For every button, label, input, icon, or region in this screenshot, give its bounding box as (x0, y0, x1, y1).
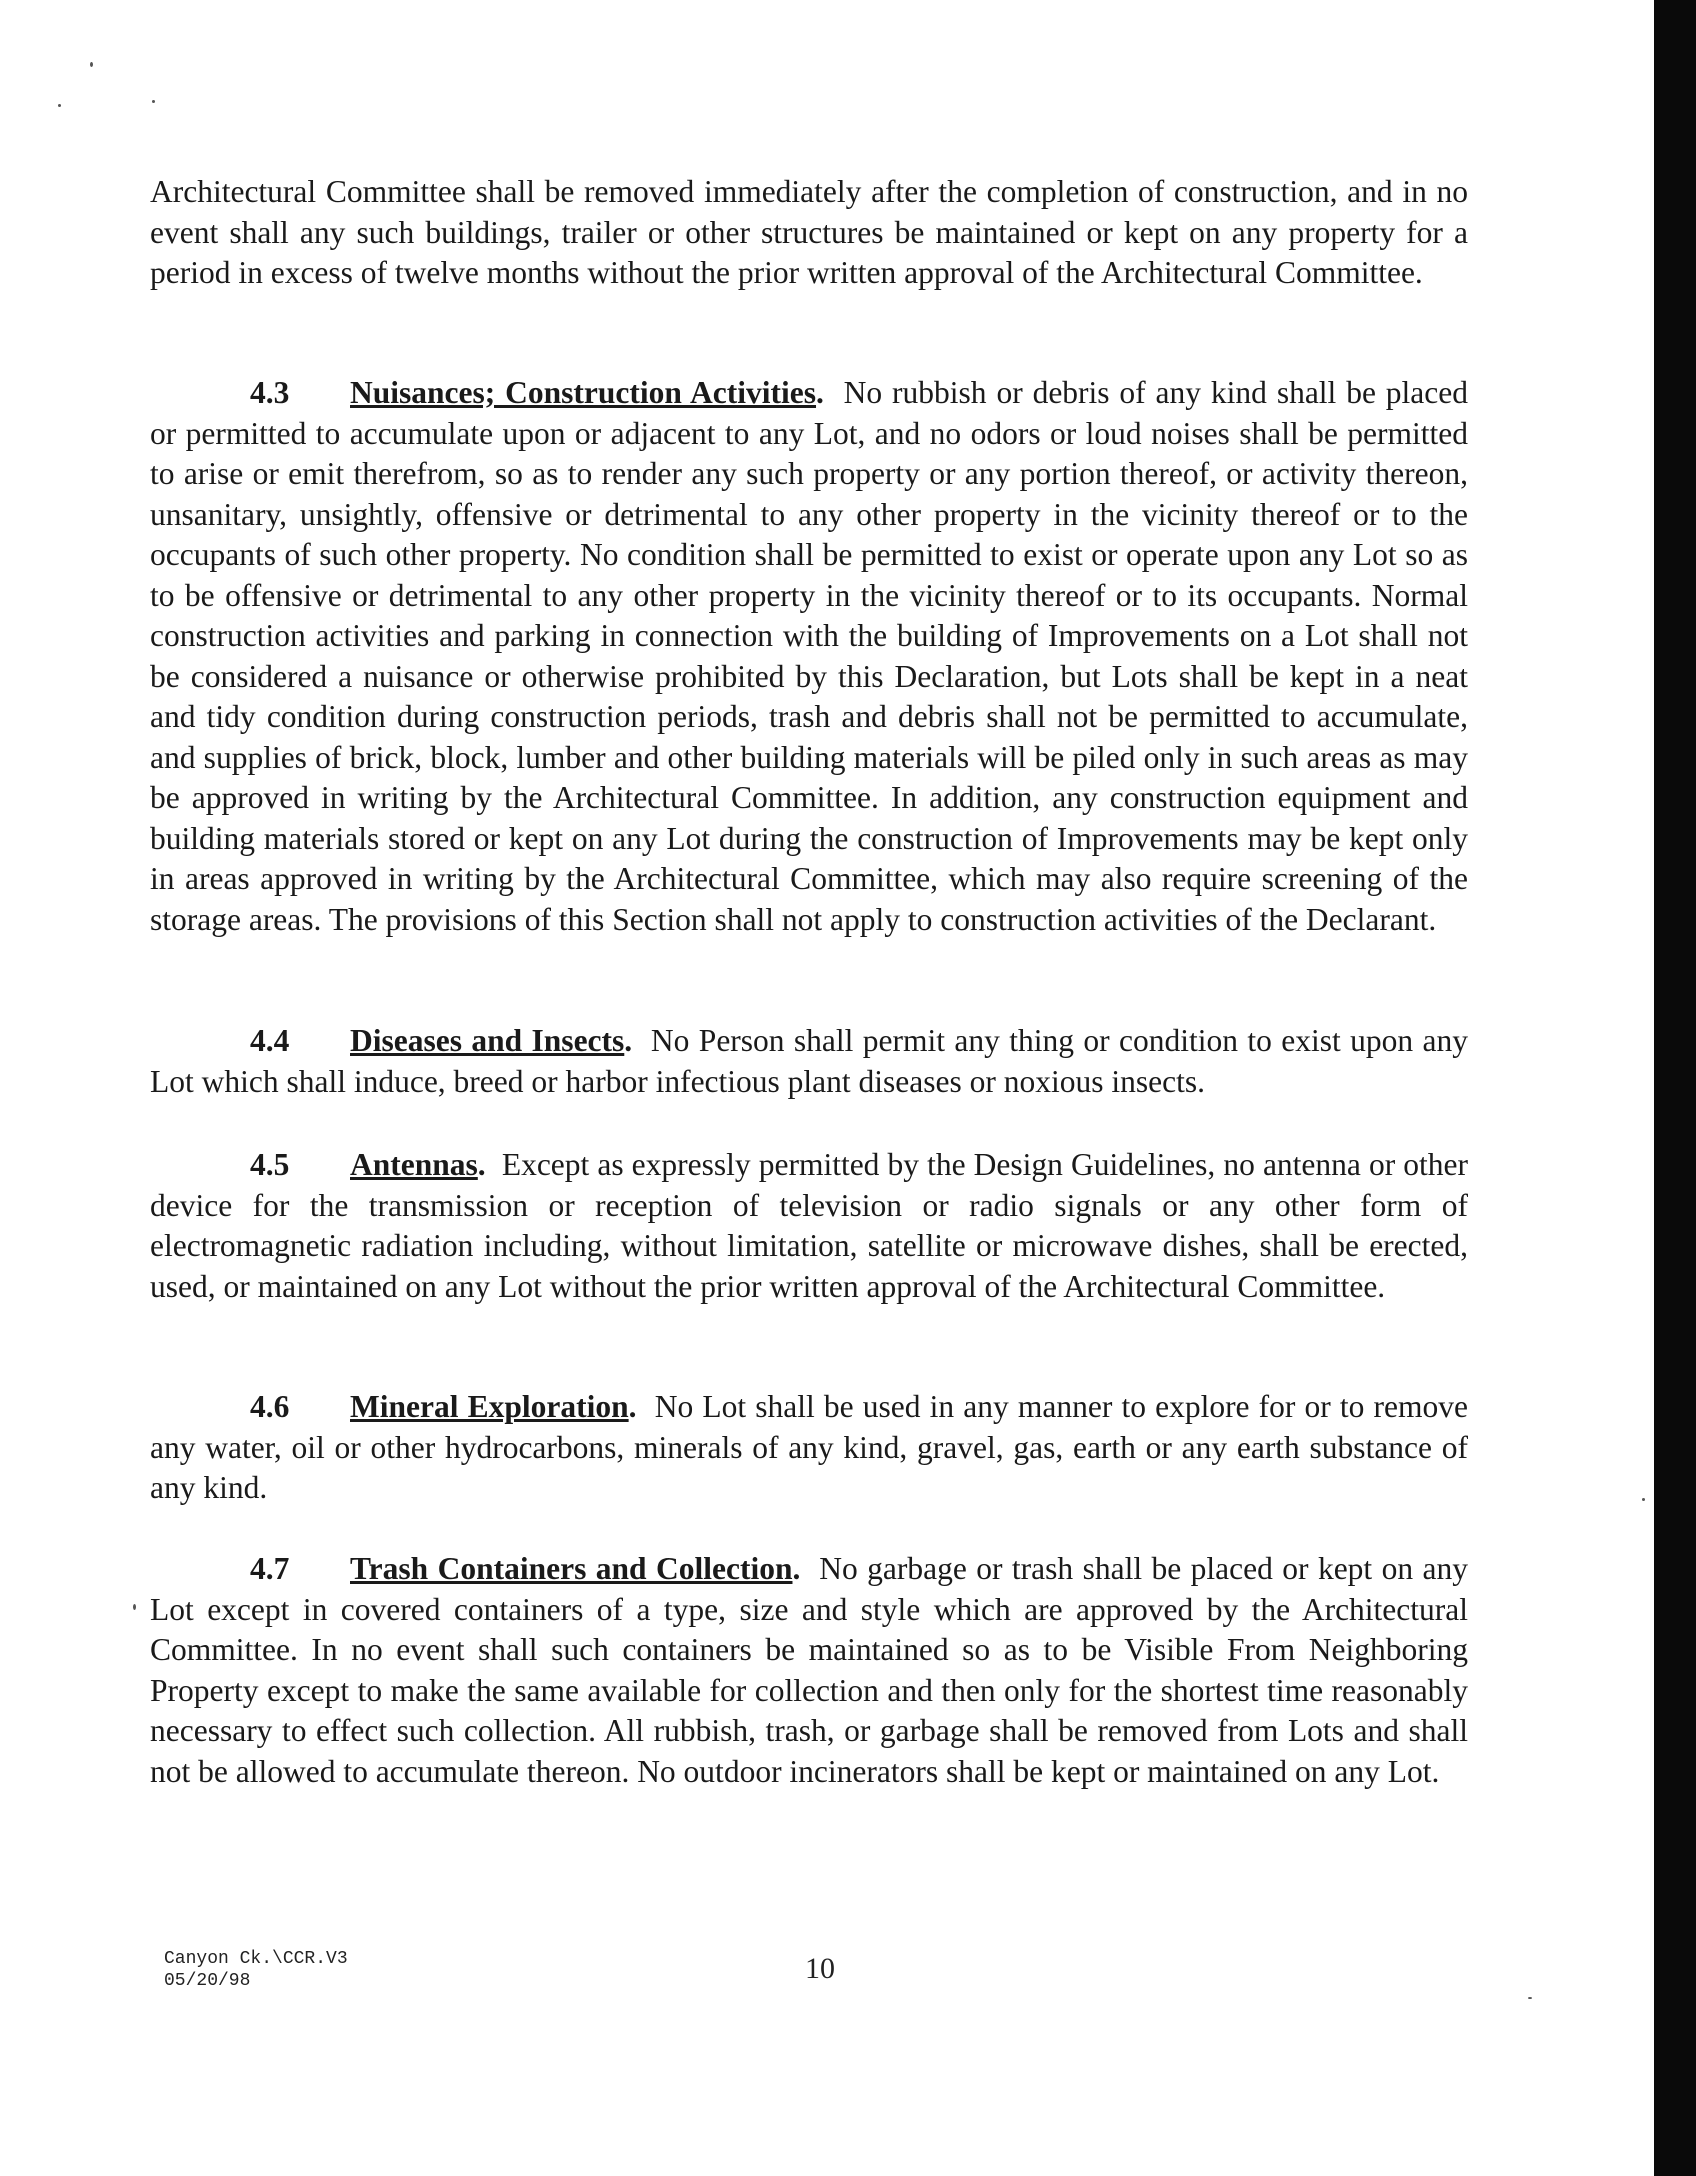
section-title: Antennas (350, 1147, 478, 1182)
section-4-5: 4.5 Antennas. Except as expressly permitted by the Design Guidelines, no antenna or other device for the transmission or reception of television or radio signals or any other form of electromagnetic radiation including, without limitation, satellite or microwave dishes, shall be erected, used, or maintained on any Lot without the prior written approval of the Architectural Committee. (150, 1147, 1469, 1304)
page-number: 10 (805, 1952, 835, 1985)
section-number: 4.3 (250, 375, 290, 410)
section-title: Diseases and Insects (350, 1023, 625, 1058)
section-number: 4.4 (250, 1023, 290, 1058)
section-4-3: 4.3 Nuisances; Construction Activities. No rubbish or debris of any kind shall be placed or permitted to accumulate upon or adjacent to any Lot, and no odors or loud noises shall be permitted to arise or emit therefrom, so as to render any such property or any portion thereof, or activity thereon, unsanitary, unsightly, offensive or detrimental to any other property in the vicinity thereof or to the occupants of such other property. No condition shall be permitted to exist or operate upon any Lot so as to be offensive or detrimental to any other property in the vicinity thereof or to its occupants. Normal construction activities and parking in connection with the building of Improvements on a Lot shall not be considered a nuisance or otherwise prohibited by this Declaration, but Lots shall be kept in a neat and tidy condition during construction periods, trash and debris shall not be permitted to accumulate, and supplies of brick, block, lumber and other building materials will be piled only in such areas as may be approved in writing by the Architectural Committee. In addition, any construction equipment and building materials stored or kept on any Lot during the construction of Improvements may be kept only in areas approved in writing by the Architectural Committee, which may also require screening of the storage areas. The provisions of this Section shall not apply to construction activities of the Declarant. (150, 375, 1469, 937)
intro-paragraph (150, 172, 1468, 294)
section-title: Mineral Exploration (350, 1389, 629, 1424)
scan-speck (1528, 1997, 1532, 1999)
section-text: No Lot shall be used in any manner to explore for or to remove any water, oil or other hydrocarbons, minerals of any kind, gravel, gas, earth or any earth substance of any kind. (150, 1389, 1468, 1505)
scan-edge-shadow (1654, 0, 1696, 2176)
section-4-4: 4.4 Diseases and Insects. No Person shall permit any thing or condition to exist upon any Lot which shall induce, breed or harbor infectious plant diseases or noxious insects. (150, 1023, 1468, 1099)
footer-file-info (164, 1948, 348, 1992)
section-4-7: 4.7 Trash Containers and Collection. No garbage or trash shall be placed or kept on any Lot except in covered containers of a type, size and style which are approved by the Architectural Committee. In no event shall such containers be maintained so as to be Visible From Neighboring Property except to make the same available for collection and then only for the shortest time reasonably necessary to effect such collection. All rubbish, trash, or garbage shall be removed from Lots and shall not be allowed to accumulate thereon. No outdoor incinerators shall be kept or maintained on any Lot. (150, 1551, 1469, 1789)
section-number: 4.5 (250, 1147, 290, 1182)
footer-date: 05/20/98 (164, 1971, 251, 1991)
scan-speck (90, 62, 93, 67)
section-number: 4.7 (250, 1551, 290, 1586)
scan-speck (58, 104, 61, 107)
section-text: Except as expressly permitted by the Design Guidelines, no antenna or other device for the transmission or reception of television or radio signals or any other form of electromagnetic radiation including, without limitation, satellite or microwave dishes, shall be erected, used, or maintained on any Lot without the prior written approval of the Architectural Committee. (150, 1147, 1469, 1304)
section-text: No garbage or trash shall be placed or kept on any Lot except in covered containers of a type, size and style which are approved by the Architectural Committee. In no event shall such containers be maintained so as to be Visible From Neighboring Property except to make the same available for collection and then only for the shortest time reasonably necessary to effect such collection. All rubbish, trash, or garbage shall be removed from Lots and shall not be allowed to accumulate thereon. No outdoor incinerators shall be kept or maintained on any Lot. (150, 1551, 1469, 1789)
section-text: No Person shall permit any thing or condition to exist upon any Lot which shall induce, breed or harbor infectious plant diseases or noxious insects. (150, 1023, 1468, 1099)
scan-speck (133, 1604, 136, 1610)
section-title: Nuisances; Construction Activities (350, 375, 817, 410)
footer-file-name: Canyon Ck.\CCR.V3 (164, 1949, 348, 1969)
intro-text: Architectural Committee shall be removed immediately after the completion of construction, and in no event shall any such buildings, trailer or other structures be maintained or kept on any property for a period in excess of twelve months without the prior written approval of the Architectural Committee. (150, 174, 1468, 290)
section-title: Trash Containers and Collection (350, 1551, 793, 1586)
scan-speck (1642, 1498, 1645, 1501)
section-4-6: 4.6 Mineral Exploration. No Lot shall be used in any manner to explore for or to remove any water, oil or other hydrocarbons, minerals of any kind, gravel, gas, earth or any earth substance of any kind. (150, 1389, 1468, 1505)
section-text: No rubbish or debris of any kind shall be placed or permitted to accumulate upon or adjacent to any Lot, and no odors or loud noises shall be permitted to arise or emit therefrom, so as to render any such property or any portion thereof, or activity thereon, unsanitary, unsightly, offensive or detrimental to any other property in the vicinity thereof or to the occupants of such other property. No condition shall be permitted to exist or operate upon any Lot so as to be offensive or detrimental to any other property in the vicinity thereof or to its occupants. Normal construction activities and parking in connection with the building of Improvements on a Lot shall not be considered a nuisance or otherwise prohibited by this Declaration, but Lots shall be kept in a neat and tidy condition during construction periods, trash and debris shall not be permitted to accumulate, and supplies of brick, block, lumber and other building materials will be piled only in such areas as may be approved in writing by the Architectural Committee. In addition, any construction equipment and building materials stored or kept on any Lot during the construction of Improvements may be kept only in areas approved in writing by the Architectural Committee, which may also require screening of the storage areas. The provisions of this Section shall not apply to construction activities of the Declarant. (150, 375, 1469, 937)
scan-speck (152, 100, 155, 103)
section-number: 4.6 (250, 1389, 290, 1424)
